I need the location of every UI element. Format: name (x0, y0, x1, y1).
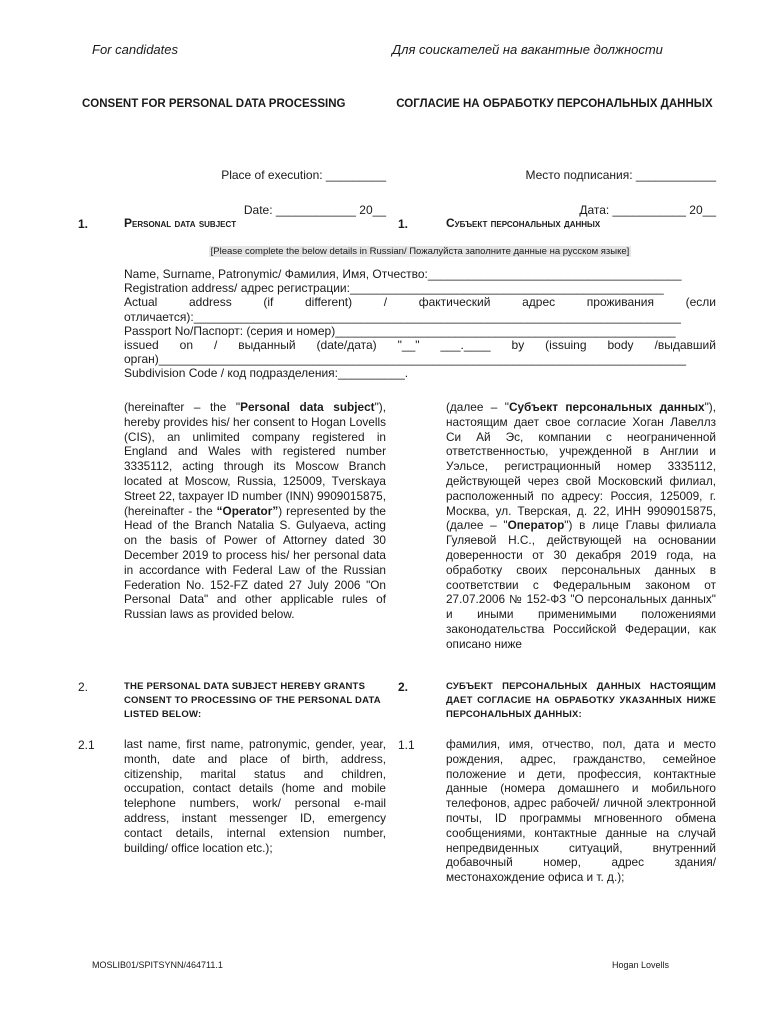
item21-text-en: last name, first name, patronymic, gender, year, month, date and place of birth, address, citizenship, marital status and children, occupation, contact details (home and mobile telephone numbers, work/ personal e-mail address, instant messenger ID, emergency contact details, internal extension number, building/ office location etc.); (124, 737, 386, 855)
form-word: issued (124, 338, 159, 353)
form-word: / (383, 295, 388, 310)
section2-num-en: 2. (78, 680, 89, 694)
section2-title-en: THE PERSONAL DATA SUBJECT HEREBY GRANTS CONSENT TO PROCESSING OF THE PERSONAL DATA LISTED BELOW: (124, 681, 381, 720)
item21-num-en: 2.1 (78, 738, 95, 752)
text-run: "), hereby provides his/ her consent to Hogan Lovells (CIS), an unlimited company registered in England and Wales with registered number 3335112, acting through its Moscow Branch located at Moscow, Russia, 125009, Tverskaya Street 22, taxpayer ID number (INN) 9909015875, (hereinafter - the (124, 400, 386, 518)
form-word: body (607, 338, 634, 353)
defined-term-operator-ru: Оператор (507, 518, 565, 533)
form-word: /выдавший (654, 338, 716, 353)
form-passport-line[interactable]: Passport No/Паспорт: (серия и номер)___________________________________________________ (124, 323, 676, 338)
title-en: CONSENT FOR PERSONAL DATA PROCESSING (82, 98, 346, 110)
form-word: address (189, 295, 232, 310)
item21-num-ru: 1.1 (398, 738, 415, 752)
footer-doc-id: MOSLIB01/SPITSYNN/464711.1 (92, 960, 223, 970)
personal-details-form (124, 267, 716, 381)
defined-term-subject-ru: Субъект персональных данных (508, 400, 705, 414)
defined-term-operator-en: “Operator” (216, 503, 279, 518)
place-en: Place of execution: _________ (221, 168, 386, 182)
form-word: ___.____ (440, 338, 491, 353)
form-word: выданный (238, 338, 296, 353)
fill-in-notice: [Please complete the below details in Russian/ Пожалуйста заполните данные на русском языке] (210, 246, 630, 257)
notice-wrapper (124, 241, 716, 259)
consent-paragraph-ru (446, 400, 716, 652)
form-issuing-body-line[interactable]: орган)_______________________________________________________________________________ (124, 352, 686, 367)
text-run: ") в лице Главы филиала Гуляевой Н.С., действующей на основании доверенности от 30 декабря 2019 года, на обработку своих персональных данных в соответствии с Федеральным законом от 27.07.2006 № 152-ФЗ "О персональных данных" и иными применимыми положениями законодательства Российской Федерации, как описано ниже (446, 518, 717, 651)
form-word: адрес (522, 295, 556, 310)
form-word: (if (263, 295, 274, 310)
form-word: проживания (586, 295, 654, 310)
place-ru: Место подписания: ____________ (525, 168, 716, 182)
form-subdivision-line[interactable]: Subdivision Code / код подразделения:__________. (124, 366, 409, 381)
form-name-line[interactable]: Name, Surname, Patronymic/ Фамилия, Имя, Отчество:______________________________________ (124, 267, 682, 281)
footer-firm-name: Hogan Lovells (612, 960, 670, 970)
form-issued-line[interactable] (124, 338, 716, 352)
section2-title-ru: СУБЪЕКТ ПЕРСОНАЛЬНЫХ ДАННЫХ НАСТОЯЩИМ ДАЕТ СОГЛАСИЕ НА ОБРАБОТКУ УКАЗАННЫХ НИЖЕ ПЕРСОНАЛЬНЫХ ДАННЫХ: (446, 681, 716, 720)
form-word: (если (685, 295, 716, 310)
form-word: on (179, 338, 194, 353)
item21-text-ru: фамилия, имя, отчество, пол, дата и место рождения, адрес, гражданство, семейное положение и дети, профессия, контактные данные (номера домашнего и мобильного телефонов, адрес рабочей/ личной электронной почты, ID программы мгновенного обмена сообщениями, контактные данные на случай непредвиденных ситуаций, внутренний добавочный номер, адрес здания/ местонахождение офиса и т. д.); (446, 737, 716, 885)
text-run: "), настоящим дает свое согласие Хоган Лавеллз Си Ай Эс, компании с неограниченной ответственностью, учрежденной в Англии и Уэльсе, регистрационный номер 3335112, действующей через свой Московский филиал, расположенный по адресу: Россия, 125009, г. Москва, ул. Тверская, д. 22, ИНН 9909015875, (далее – " (446, 400, 716, 533)
section2-num-ru: 2. (398, 680, 409, 694)
form-word: Actual (124, 295, 158, 310)
section1-title-en: Personal data subject (124, 216, 237, 230)
text-run: ) represented by the Head of the Branch Natalia S. Gulyaeva, acting on the basis of Power of Attorney dated 30 December 2019 to process his/ her personal data in accordance with Federal Law of the Russian Federation No. 152-FZ dated 27 July 2006 "On Personal Data" and other applicable rules of Russian laws as provided below. (124, 503, 386, 622)
form-actual-address-cont[interactable]: отличается):_________________________________________________________________________ (124, 309, 681, 324)
form-word: (issuing (545, 338, 587, 353)
consent-paragraph-en (124, 400, 386, 622)
form-registration-line[interactable]: Registration address/ адрес регистрации:_______________________________________________ (124, 281, 664, 296)
header-left: For candidates (92, 42, 178, 57)
section1-num-ru: 1. (398, 217, 409, 231)
form-word: / (213, 338, 218, 353)
date-en: Date: ____________ 20__ (243, 203, 386, 217)
header-right: Для соискателей на вакантные должности (392, 42, 663, 57)
form-word: by (511, 338, 525, 353)
section1-num-en: 1. (78, 217, 89, 231)
form-word: фактический (418, 295, 491, 310)
title-ru: СОГЛАСИЕ НА ОБРАБОТКУ ПЕРСОНАЛЬНЫХ ДАННЫХ (396, 98, 713, 110)
defined-term-subject-en: Personal data subject (240, 400, 375, 414)
date-ru: Дата: ___________ 20__ (579, 203, 716, 217)
form-actual-address-line[interactable] (124, 295, 716, 309)
section1-title-ru: Субъект персональных данных (446, 216, 601, 230)
text-run: (hereinafter – the " (124, 400, 241, 414)
form-word: "__" (397, 338, 420, 353)
text-run: (далее – " (446, 400, 509, 414)
form-word: (date/дата) (316, 338, 377, 353)
form-word: different) (304, 295, 353, 310)
